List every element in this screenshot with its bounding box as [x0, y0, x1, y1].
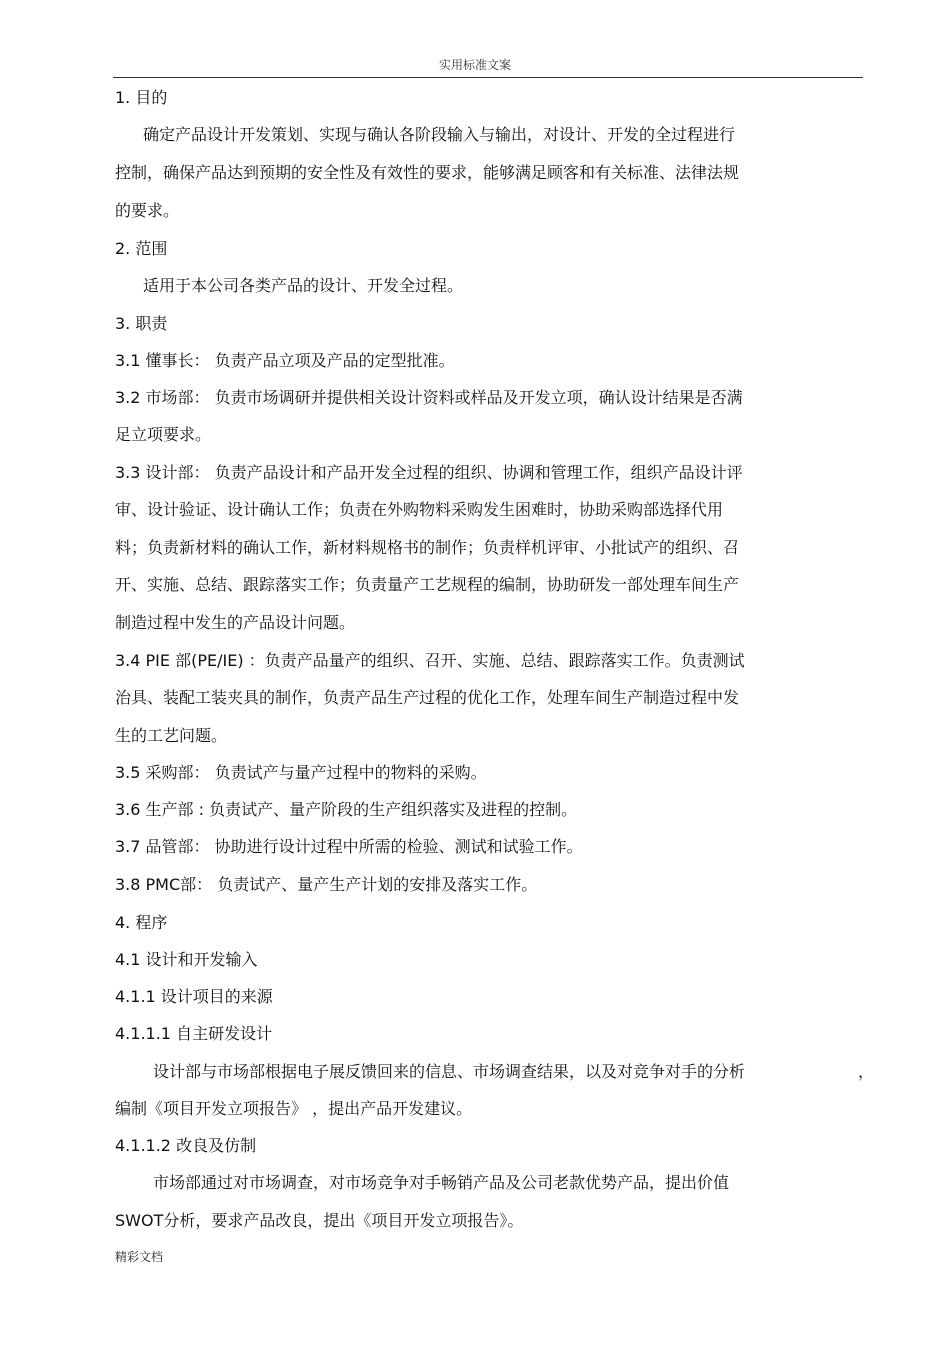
subheading: 4.1.1.1 自主研发设计	[115, 1024, 273, 1043]
paragraph-line: 适用于本公司各类产品的设计、开发全过程。	[143, 276, 464, 295]
paragraph-line: 3.6 生产部 : 负责试产、量产阶段的生产组织落实及进程的控制。	[115, 800, 578, 819]
paragraph-line: 足立项要求。	[115, 425, 212, 444]
paragraph-line: 3.3 设计部： 负责产品设计和产品开发全过程的组织、协调和管理工作，组织产品设计评	[115, 463, 743, 482]
paragraph-line: ，	[858, 1062, 875, 1081]
paragraph-line: 市场部通过对市场调查，对市场竞争对手畅销产品及公司老款优势产品，提出价值	[153, 1173, 730, 1192]
paragraph-line: 生的工艺问题。	[115, 726, 228, 745]
paragraph-line: 控制，确保产品达到预期的安全性及有效性的要求，能够满足顾客和有关标准、法律法规	[115, 163, 740, 182]
paragraph-line: 设计部与市场部根据电子展反馈回来的信息、市场调查结果，以及对竞争对手的分析	[153, 1062, 746, 1081]
paragraph-line: 确定产品设计开发策划、实现与确认各阶段输入与输出，对设计、开发的全过程进行	[143, 125, 736, 144]
paragraph-line: SWOT分析，要求产品改良，提出《项目开发立项报告》。	[115, 1211, 524, 1230]
subheading: 4.1.1 设计项目的来源	[115, 987, 273, 1006]
paragraph-line: 3.7 品管部： 协助进行设计过程中所需的检验、测试和试验工作。	[115, 837, 583, 856]
paragraph-line: 开、实施、总结、跟踪落实工作；负责量产工艺规程的编制，协助研发一部处理车间生产	[115, 575, 740, 594]
paragraph-line: 3.2 市场部： 负责市场调研并提供相关设计资料或样品及开发立项，确认设计结果是否满	[115, 388, 743, 407]
heading-purpose: 1. 目的	[115, 88, 168, 107]
subheading: 4.1.1.2 改良及仿制	[115, 1136, 257, 1155]
paragraph-line: 审、设计验证、设计确认工作；负责在外购物料采购发生困难时，协助采购部选择代用	[115, 500, 724, 519]
paragraph-line: 3.5 采购部： 负责试产与量产过程中的物料的采购。	[115, 763, 487, 782]
heading-responsibilities: 3. 职责	[115, 314, 168, 333]
paragraph-line: 编制《项目开发立项报告》 ，提出产品开发建议。	[115, 1099, 473, 1118]
subheading: 4.1 设计和开发输入	[115, 950, 258, 969]
paragraph-line: 3.4 PIE 部(PE/IE) ：负责产品量产的组织、召开、实施、总结、跟踪落实工作。负责测试	[115, 651, 745, 670]
paragraph-line: 料；负责新材料的确认工作，新材料规格书的制作；负责样机评审、小批试产的组织、召	[115, 538, 740, 557]
paragraph-line: 3.8 PMC部： 负责试产、量产生产计划的安排及落实工作。	[115, 875, 538, 894]
page-header: 实用标准文案	[438, 58, 511, 72]
paragraph-line: 3.1 懂事长： 负责产品立项及产品的定型批准。	[115, 351, 455, 370]
heading-scope: 2. 范围	[115, 239, 168, 258]
page-footer: 精彩文档	[115, 1250, 164, 1264]
paragraph-line: 的要求。	[115, 201, 180, 220]
paragraph-line: 制造过程中发生的产品设计问题。	[115, 613, 356, 632]
header-rule	[113, 77, 863, 78]
paragraph-line: 治具、装配工装夹具的制作，负责产品生产过程的优化工作，处理车间生产制造过程中发	[115, 688, 740, 707]
heading-procedure: 4. 程序	[115, 913, 168, 932]
